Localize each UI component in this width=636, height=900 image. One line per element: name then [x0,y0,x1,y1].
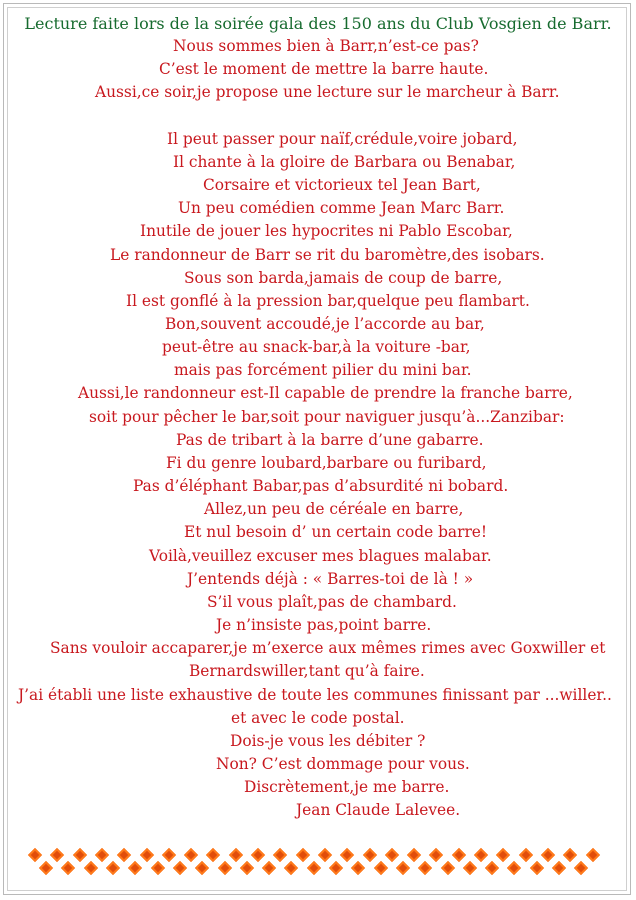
diamond-icon [485,861,499,875]
diamond-icon [418,861,432,875]
poem-line: Non? C’est dommage pour vous. [216,754,470,773]
stanza-gap [0,105,636,128]
diamond-icon [229,848,243,862]
poem-line: Et nul besoin d’ un certain code barre! [184,523,488,542]
diamond-icon [429,848,443,862]
poem-line: Il peut passer pour naïf,crédule,voire jobard, [167,129,518,148]
diamond-icon [496,848,510,862]
diamond-icon [151,861,165,875]
poem-line: Aussi,le randonneur est-Il capable de prendre la franche barre, [78,384,573,403]
poem-line: Bon,souvent accoudé,je l’accorde au bar, [165,315,485,334]
diamond-icon [440,861,454,875]
diamond-icon [173,861,187,875]
poem-line: S’il vous plaît,pas de chambard. [207,592,457,611]
diamond-icon [307,861,321,875]
poem-line: Allez,un peu de céréale en barre, [204,500,464,519]
diamond-border-icon [30,848,610,880]
diamond-icon [106,861,120,875]
diamond-icon [362,848,376,862]
intro-line: C’est le moment de mettre la barre haute. [159,60,489,79]
diamond-icon [39,861,53,875]
poem-line: Dois-je vous les débiter ? [230,731,426,750]
diamond-icon [128,861,142,875]
diamond-icon [184,848,198,862]
diamond-icon [117,848,131,862]
diamond-icon [396,861,410,875]
poem-line: Pas d’éléphant Babar,pas d’absurdité ni bobard. [133,477,509,496]
diamond-icon [139,848,153,862]
poem-line: Corsaire et victorieux tel Jean Bart, [203,176,481,195]
diamond-icon [162,848,176,862]
diamond-icon [541,848,555,862]
poem-line: peut-être au snack-bar,à la voiture -bar, [162,338,471,357]
intro-line: Aussi,ce soir,je propose une lecture sur le marcheur à Barr. [95,83,560,102]
poem-line: J’ai établi une liste exhaustive de toute les communes finissant par ...willer.. [18,685,612,704]
poem-line: Inutile de jouer les hypocrites ni Pablo Escobar, [140,222,513,241]
diamond-icon [206,848,220,862]
diamond-icon [95,848,109,862]
poem-line: Bernardswiller,tant qu’à faire. [189,662,425,681]
diamond-icon [385,848,399,862]
diamond-icon [240,861,254,875]
diamond-icon [552,861,566,875]
poem-line: Il chante à la gloire de Barbara ou Benabar, [173,152,516,171]
diamond-icon [463,861,477,875]
diamond-icon [284,861,298,875]
poem-line: soit pour pêcher le bar,soit pour naviguer jusqu’à...Zanzibar: [89,407,565,426]
diamond-icon [195,861,209,875]
poem-line: Pas de tribart à la barre d’une gabarre. [176,430,484,449]
diamond-icon [50,848,64,862]
diamond-icon [585,848,599,862]
signature: Jean Claude Lalevee. [296,801,461,820]
poem-line: Fi du genre loubard,barbare ou furibard, [166,453,487,472]
diamond-icon [407,848,421,862]
diamond-icon [340,848,354,862]
poem-line: Discrètement,je me barre. [244,778,450,797]
poem-line: J’entends déjà : « Barres-toi de là ! » [187,569,474,588]
diamond-icon [296,848,310,862]
diamond-icon [84,861,98,875]
poem-line: mais pas forcément pilier du mini bar. [174,361,472,380]
diamond-icon [73,848,87,862]
document-body [0,12,636,822]
poem-line: Je n’insiste pas,point barre. [216,616,432,635]
diamond-icon [530,861,544,875]
document-title: Lecture faite lors de la soirée gala des 150 ans du Club Vosgien de Barr. [24,14,612,33]
poem-line: et avec le code postal. [231,708,405,727]
poem-line: Il est gonflé à la pression bar,quelque peu flambart. [126,291,530,310]
diamond-icon [351,861,365,875]
diamond-icon [217,861,231,875]
diamond-icon [563,848,577,862]
diamond-icon [329,861,343,875]
diamond-icon [374,861,388,875]
diamond-icon [273,848,287,862]
poem-line: Un peu comédien comme Jean Marc Barr. [178,199,505,218]
diamond-icon [519,848,533,862]
diamond-icon [262,861,276,875]
poem-line: Le randonneur de Barr se rit du baromètre,des isobars. [110,245,545,264]
intro-line: Nous sommes bien à Barr,n’est-ce pas? [173,37,479,56]
diamond-icon [61,861,75,875]
poem-line: Sans vouloir accaparer,je m’exerce aux mêmes rimes avec Goxwiller et [50,639,606,658]
poem-line: Sous son barda,jamais de coup de barre, [184,268,503,287]
diamond-icon [251,848,265,862]
poem-line: Voilà,veuillez excuser mes blagues malabar. [149,546,492,565]
diamond-icon [507,861,521,875]
diamond-icon [474,848,488,862]
diamond-icon [318,848,332,862]
diamond-icon [452,848,466,862]
diamond-icon [574,861,588,875]
diamond-icon [28,848,42,862]
